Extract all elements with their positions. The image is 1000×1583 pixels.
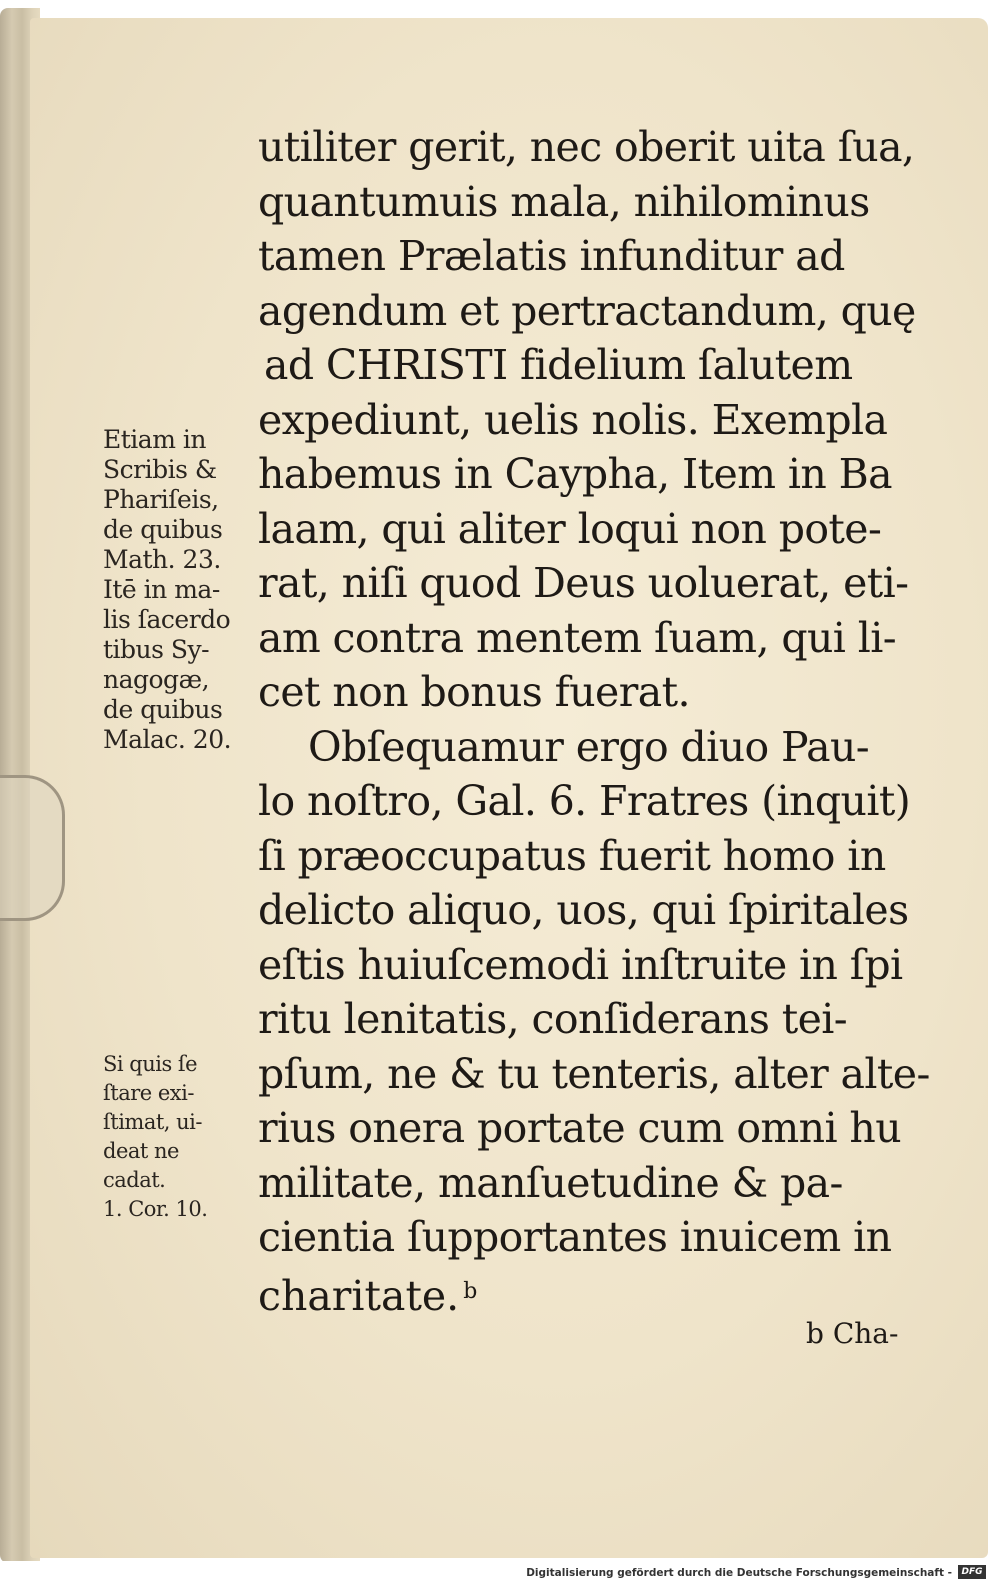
margin-note-line: de quibus <box>103 695 223 724</box>
margin-note-line: Math. 23. <box>103 545 221 574</box>
text-line: ritu lenitatis, conſiderans tei- <box>258 995 848 1043</box>
margin-note-line: Malac. 20. <box>103 725 232 754</box>
margin-note-line: Si quis ſe <box>103 1052 198 1076</box>
text-line: pſum, ne & tu tenteris, alter alte- <box>258 1049 930 1098</box>
text-line: lo noſtro, Gal. 6. Fratres (inquit) <box>258 777 911 825</box>
text-line: habemus in Caypha, Item in Ba <box>258 450 892 498</box>
text-line: Obſequamur ergo diuo Pau- <box>308 722 870 771</box>
margin-note-line: ſtare exi- <box>103 1081 194 1105</box>
text-line: rius onera portate cum omni hu <box>258 1104 902 1152</box>
text-line: militate, manſuetudine & pa- <box>258 1158 843 1207</box>
text-line: tamen Prælatis infunditur ad <box>258 232 845 280</box>
text-line: ſi præoccupatus fuerit homo in <box>258 831 886 880</box>
text-line: ad CHRISTI fidelium ſalutem <box>264 341 853 389</box>
margin-note-line: de quibus <box>103 515 223 544</box>
margin-note-line: deat ne <box>103 1139 179 1163</box>
margin-note-scribes <box>103 425 231 755</box>
footer-credit: Digitalisierung gefördert durch die Deutsche Forschungsgemeinschaft - <box>526 1567 952 1579</box>
margin-note-line: ſtimat, ui- <box>103 1110 202 1134</box>
margin-note-line: cadat. <box>103 1168 166 1192</box>
digitization-footer <box>0 1561 1000 1583</box>
margin-note-line: Etiam in <box>103 425 206 454</box>
text-line: utiliter gerit, nec oberit uita ſua, <box>258 123 915 171</box>
page-clip <box>0 775 65 921</box>
text-line: cientia ſupportantes inuicem in <box>258 1213 892 1261</box>
text-line: delicto aliquo, uos, qui ſpiritales <box>258 886 909 934</box>
margin-note-line: Itē in ma- <box>103 575 220 604</box>
margin-note-line: lis ſacerdo <box>103 605 231 634</box>
margin-note-line: Scribis & <box>103 455 217 484</box>
margin-note-line: Phariſeis, <box>103 485 219 514</box>
text-line: quantumuis mala, nihilominus <box>258 177 870 226</box>
margin-note-corinthians <box>103 1050 207 1224</box>
margin-note-line: 1. Cor. 10. <box>103 1197 208 1221</box>
text-line: cet non bonus fuerat. <box>258 668 690 716</box>
text-line: laam, qui aliter loqui non pote- <box>258 504 882 553</box>
main-text-block <box>258 120 930 1320</box>
text-line: eſtis huiuſcemodi inſtruite in ſpi <box>258 940 903 989</box>
catchword: b Cha- <box>806 1317 899 1350</box>
margin-note-line: tibus Sy- <box>103 635 210 664</box>
text-line: rat, niſi quod Deus uoluerat, eti- <box>258 559 909 607</box>
footnote-marker: b <box>463 1278 478 1304</box>
text-line: agendum et pertractandum, quę <box>258 286 916 335</box>
text-line: am contra mentem ſuam, qui li- <box>258 613 897 662</box>
text-line-last-words: charitate. <box>258 1271 460 1320</box>
text-line: expediunt, uelis nolis. Exempla <box>258 395 888 444</box>
margin-note-line: nagogæ, <box>103 665 210 694</box>
text-line-last <box>258 1265 923 1320</box>
dfg-logo: DFG <box>958 1565 986 1579</box>
